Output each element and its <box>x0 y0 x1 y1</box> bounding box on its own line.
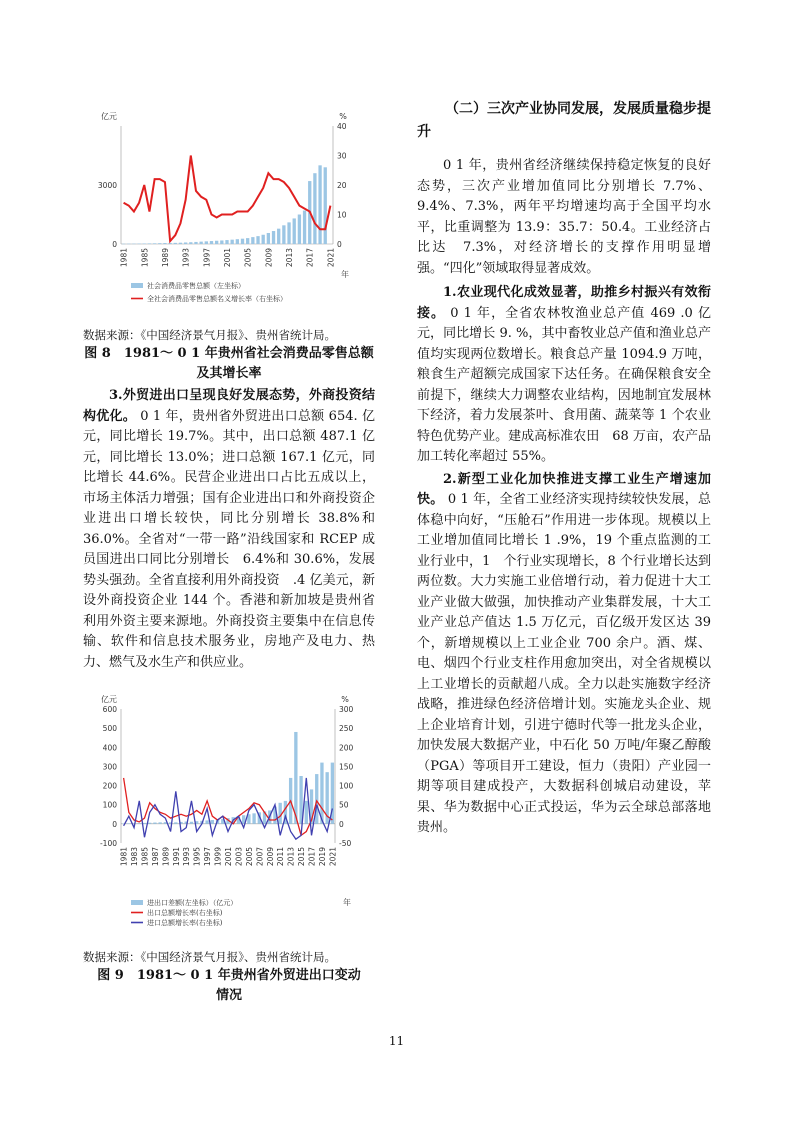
figure-8-chart <box>83 108 365 316</box>
x-tick-label: 1993 <box>181 248 191 268</box>
x-tick-label: 1983 <box>130 847 140 867</box>
bar <box>318 165 321 244</box>
x-tick-label: 2015 <box>297 847 307 867</box>
bar <box>168 243 171 244</box>
x-tick-label: 2021 <box>328 847 338 867</box>
x-tick-label: 2003 <box>234 847 244 867</box>
bar <box>282 225 285 244</box>
bar <box>256 236 259 244</box>
left-axis-unit: 亿元 <box>101 112 117 121</box>
fig9-caption-line2: 情况 <box>215 988 242 1003</box>
bar <box>205 820 208 823</box>
bar <box>215 241 218 244</box>
right-tick-label: 250 <box>339 724 354 734</box>
paragraph-body: 0 1 年，全省农林牧渔业总产值 469 .0 亿元，同比增长 9. %，其中畜牧业总产值和渔业总产值均实现两位数增长。粮食总产量 1094.9 万吨，粮食生产超额完成国家下达任务。在确保粮食安全前提下，继续大力调整农业结构，因地制宜发展林下经济，着力发展茶叶、食用菌、蔬菜等 1 个农业特色优势产业。建成高标准农田 68 万亩，农产品加工转化率超过 55%。 <box>417 305 711 464</box>
x-axis-unit: 年 <box>341 270 349 279</box>
bar <box>189 242 192 244</box>
bar <box>252 813 255 824</box>
right-tick-label: 200 <box>339 743 354 753</box>
bar <box>236 239 239 244</box>
right-tick-label: 100 <box>339 781 354 791</box>
bar <box>294 732 297 824</box>
bar <box>225 240 228 244</box>
bar <box>210 241 213 244</box>
bar <box>199 242 202 244</box>
paragraph-foreign-trade <box>83 386 375 673</box>
right-tick-label: 20 <box>337 181 347 190</box>
x-tick-label: 1989 <box>161 847 171 867</box>
bar <box>143 243 146 244</box>
figure-9-chart <box>83 683 375 943</box>
paragraph-body: 0 1 年，贵州省外贸进出口总额 654. 亿元，同比增长 19.7%。其中，出口总额 487.1 亿元，同比增长 13.0%；进口总额 167.1 亿元，同比增长 44.6%。民营企业进出口占比五成以上，市场主体活力增强；国有企业进出口和外商投资企业进出口增长较快，同比分别增长 38.8%和 36.0%。全省对“一带一路”沿线国家和 RCEP 成员国进出口同比分别增长 6.4%和 30.6%，发展势头强劲。全省直接利用外商投资 .4 亿美元，新设外商投资企业 144 个。香港和新加坡是贵州省利用外资主要来源地。外商投资主要集中在信息传输、软件和信息技术服务业，房地产及电力、热力、燃气及水生产和供应业。 <box>83 408 375 670</box>
bar <box>231 240 234 244</box>
x-tick-label: 2017 <box>305 248 315 268</box>
bar <box>246 238 249 244</box>
bar <box>251 237 254 244</box>
x-tick-label: 2005 <box>243 248 253 268</box>
legend-swatch <box>131 900 143 905</box>
bar <box>127 823 130 824</box>
x-tick-label: 2021 <box>326 247 336 268</box>
right-tick-label: 30 <box>337 151 347 161</box>
fig9-caption-line1: 图 9 1981～ 0 1 年贵州省外贸进出口变动 <box>97 968 361 983</box>
bar <box>153 823 156 824</box>
right-column <box>417 98 711 839</box>
bar <box>272 231 275 244</box>
legend-label: 全社会消费品零售总额名义增长率（右坐标） <box>147 295 287 303</box>
left-tick-label: 600 <box>102 705 117 714</box>
x-axis-unit: 年 <box>343 898 351 907</box>
bar <box>143 823 146 824</box>
bar <box>205 241 208 244</box>
bar <box>262 235 265 244</box>
page-number: 11 <box>388 1034 405 1048</box>
x-tick-label: 1991 <box>171 847 181 867</box>
x-tick-label: 1993 <box>182 847 192 867</box>
right-tick-label: -50 <box>339 839 352 848</box>
right-tick-label: 50 <box>339 800 349 810</box>
bar <box>137 244 140 245</box>
left-tick-label: 3000 <box>97 181 117 190</box>
legend-label: 出口总额增长率(右坐标) <box>147 909 223 917</box>
x-tick-label: 2005 <box>244 847 254 867</box>
x-tick-label: 2001 <box>223 248 232 268</box>
bar <box>305 801 308 824</box>
x-tick-label: 1981 <box>119 847 129 867</box>
legend-label: 进口总额增长率(右坐标) <box>147 919 223 927</box>
right-tick-label: 10 <box>337 210 347 220</box>
paragraph-heading: 1.农业现代化成效显著，助推乡村振兴有效衔接。 <box>417 285 711 321</box>
bar <box>158 243 161 244</box>
left-tick-label: 400 <box>102 743 117 753</box>
bar <box>122 244 125 245</box>
left-tick-label: 100 <box>102 800 117 810</box>
bar <box>138 823 141 824</box>
bar <box>184 242 187 244</box>
right-axis-unit: % <box>341 695 349 704</box>
right-tick-label: 40 <box>337 122 347 131</box>
bar <box>174 822 177 824</box>
x-tick-label: 2011 <box>276 847 286 867</box>
bar <box>293 218 296 244</box>
x-tick-label: 1981 <box>119 248 129 268</box>
right-tick-label: 300 <box>339 705 354 714</box>
x-tick-label: 2009 <box>265 847 275 867</box>
x-tick-label: 2007 <box>255 847 265 867</box>
x-tick-label: 2009 <box>264 248 274 268</box>
bar <box>303 211 306 244</box>
bar <box>267 233 270 244</box>
paragraph-body: 0 1 年，全省工业经济实现持续较快发展，总体稳中向好，“压舱石”作用进一步体现。规模以上工业增加值同比增长 1 .9%，19 个重点监测的工业行业中，1 个行业实现增长，8 个行业增长达到两位数。大力实施工业倍增行动，着力促进十大工业产业做大做强，加快推动产业集群发展，十大工业产业总产值达 1.5 万亿元，百亿级开发区达 39 个，新增规模以上工业企业 700 余户。酒、煤、电、烟四个行业支柱作用愈加突出，对全省规模以上工业增长的贡献超八成。全力以赴实施数字经济战略，推进绿色经济倍增计划。实施龙头企业、规上企业培育计划，引进宁德时代等一批龙头企业，加快发展大数据产业，中石化 50 万吨/年聚乙醇酸（PGA）等项目开工建设，恒力（贵阳）产业园一期等项目建成投产，大数据科创城启动建设，苹果、华为数据中心正式投运，华为云全球总部落地贵州。 <box>417 492 711 835</box>
paragraph-agriculture <box>417 283 711 468</box>
left-tick-label: -100 <box>99 839 117 848</box>
left-tick-label: 500 <box>102 724 117 734</box>
x-tick-label: 1985 <box>140 248 150 268</box>
right-tick-label: 0 <box>339 819 344 829</box>
right-axis-unit: % <box>339 112 347 121</box>
bar <box>298 215 301 245</box>
left-tick-label: 300 <box>102 762 117 772</box>
x-tick-label: 1999 <box>213 847 223 867</box>
x-tick-label: 1997 <box>202 248 212 268</box>
bar <box>179 243 182 244</box>
bar <box>324 167 327 244</box>
left-column-bottom <box>83 948 375 1006</box>
x-tick-label: 2013 <box>286 847 296 867</box>
left-axis-unit: 亿元 <box>101 695 117 704</box>
x-tick-label: 1987 <box>150 847 160 867</box>
bar <box>190 822 193 824</box>
bar <box>287 222 290 244</box>
paragraph-heading: 2.新型工业化加快推进支撑工业生产增速加快。 <box>417 471 711 507</box>
bar <box>174 243 177 244</box>
bar <box>153 243 156 244</box>
right-tick-label: 150 <box>339 762 354 772</box>
right-tick-label: 0 <box>337 240 342 249</box>
bar <box>220 240 223 244</box>
fig8-source: 数据来源：《中国经济景气月报》、贵州省统计局。 <box>83 328 336 342</box>
bar <box>163 243 166 244</box>
fig9-source: 数据来源：《中国经济景气月报》、贵州省统计局。 <box>83 950 336 964</box>
bar <box>315 774 318 824</box>
bar <box>158 822 161 824</box>
fig8-caption-line1: 图 8 1981～ 0 1 年贵州省社会消费品零售总额 <box>84 346 374 361</box>
fig8-caption-line2: 及其增长率 <box>196 366 262 381</box>
bar <box>277 229 280 244</box>
left-tick-label: 0 <box>112 240 117 249</box>
bar <box>279 803 282 824</box>
paragraph-industry <box>417 470 711 839</box>
left-tick-label: 0 <box>112 819 117 829</box>
legend-label: 进出口差额(左坐标）（亿元） <box>147 899 238 907</box>
paragraph-overview: 0 1 年，贵州省经济继续保持稳定恢复的良好态势，三次产业增加值同比分别增长 7.7%、9.4%、7.3%，两年平均增速均高于全国平均水平，比重调整为 13.9：35.7：50.4。工业经济占比达 7.3%，对经济增长的支撑作用明显增强。“四化”领域取得显著成效。 <box>417 158 711 276</box>
bar <box>148 243 151 244</box>
x-tick-label: 1985 <box>140 847 150 867</box>
legend-swatch <box>131 283 143 288</box>
legend-label: 社会消费品零售总额（左坐标） <box>147 282 245 290</box>
bar <box>127 244 130 245</box>
x-tick-label: 1989 <box>160 248 170 268</box>
x-tick-label: 2017 <box>307 847 317 867</box>
bar <box>194 242 197 244</box>
section-title: （二）三次产业协同发展，发展质量稳步提升 <box>417 101 711 140</box>
x-tick-label: 2001 <box>224 847 233 867</box>
bar <box>148 823 151 824</box>
left-column-top <box>83 326 375 673</box>
bar <box>132 244 135 245</box>
x-tick-label: 2019 <box>317 847 327 867</box>
bar <box>241 239 244 244</box>
x-tick-label: 1995 <box>192 847 202 867</box>
bar <box>313 173 316 244</box>
left-tick-label: 200 <box>102 781 117 791</box>
bar <box>211 820 214 824</box>
paragraph-heading: 3.外贸进出口呈现良好发展态势，外商投资结构优化。 <box>83 388 375 424</box>
x-tick-label: 2013 <box>285 248 295 268</box>
x-tick-label: 1997 <box>203 847 213 867</box>
